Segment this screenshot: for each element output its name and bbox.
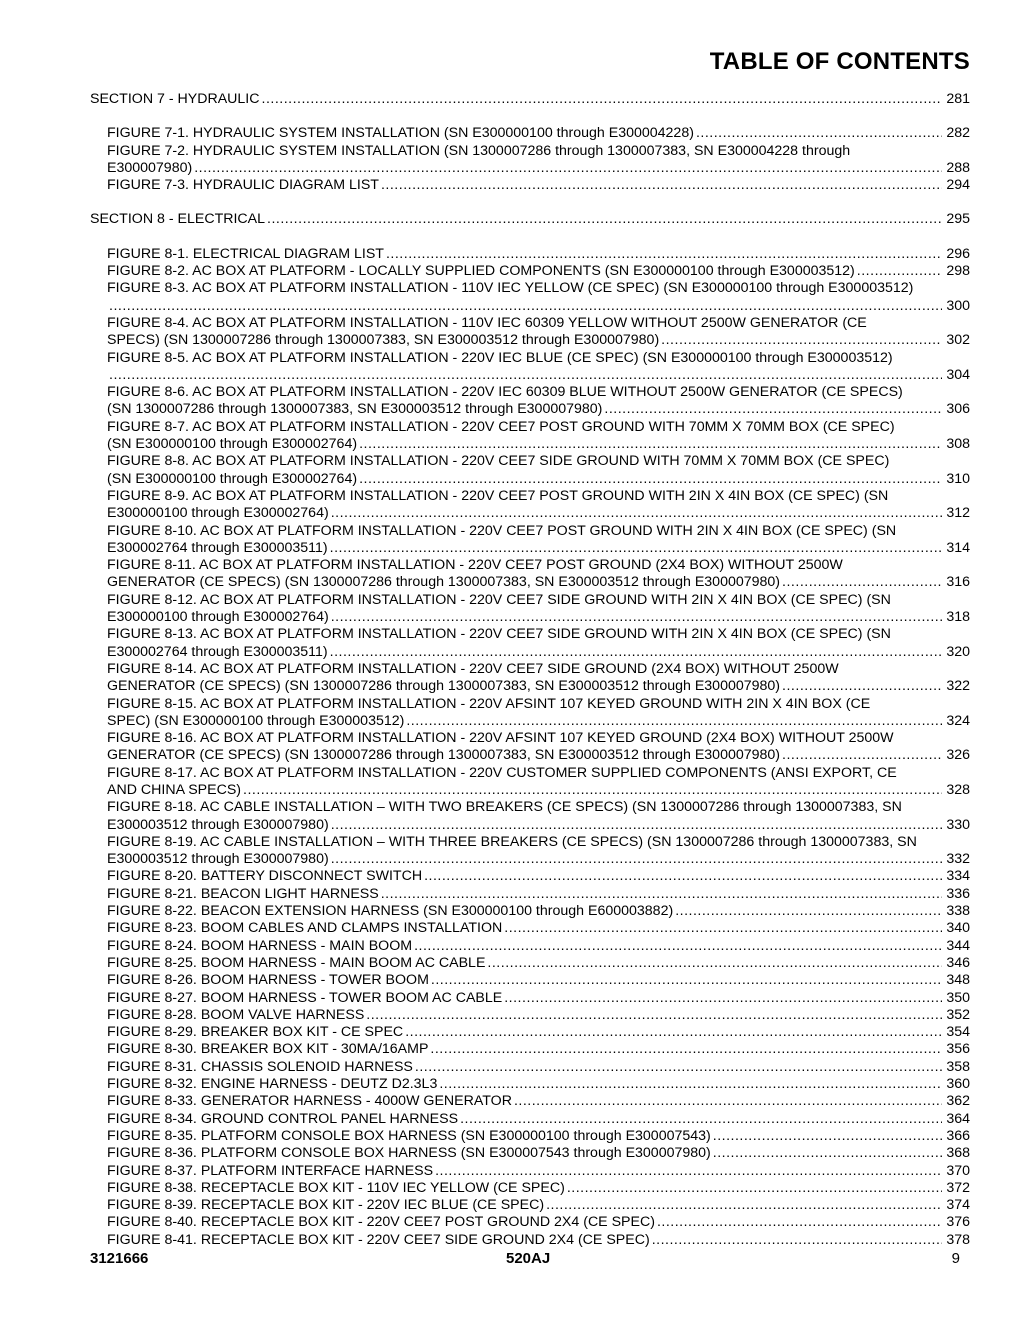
- toc-entry[interactable]: [107, 143, 970, 178]
- toc-entry[interactable]: [107, 453, 970, 488]
- page-title: TABLE OF CONTENTS: [709, 48, 970, 75]
- toc-entry-line: [107, 557, 970, 574]
- toc-entry[interactable]: [107, 246, 970, 263]
- dot-leader: [460, 1111, 942, 1128]
- toc-entry-text: (SN 1300007286 through 1300007383, SN E300003512 through E300007980): [107, 401, 603, 418]
- toc-entry-text: FIGURE 8-13. AC BOX AT PLATFORM INSTALLATION - 220V CEE7 SIDE GROUND WITH 2IN X 4IN BOX (CE SPEC) (SN: [107, 626, 891, 643]
- toc-entry-text: FIGURE 8-30. BREAKER BOX KIT - 30MA/16AMP: [107, 1041, 429, 1058]
- toc-entry[interactable]: [107, 920, 970, 937]
- toc-entry-page-number: 364: [946, 1110, 970, 1127]
- toc-entry-text: FIGURE 8-38. RECEPTACLE BOX KIT - 110V IEC YELLOW (CE SPEC): [107, 1179, 565, 1196]
- toc-entry-text: FIGURE 8-25. BOOM HARNESS - MAIN BOOM AC CABLE: [107, 954, 486, 971]
- toc-entry[interactable]: [107, 868, 970, 885]
- toc-entry[interactable]: [107, 696, 970, 731]
- toc-entry-page-number: 372: [946, 1179, 970, 1196]
- toc-entry-line: [107, 384, 970, 401]
- toc-entry-page-number: 332: [946, 851, 970, 868]
- dot-leader: [366, 1007, 942, 1024]
- dot-leader: [331, 609, 943, 626]
- dot-leader: [331, 817, 943, 834]
- toc-entry-line: [107, 834, 970, 851]
- toc-entry-text: SPEC) (SN E300000100 through E300003512): [107, 712, 405, 729]
- toc-entry-line: [107, 1059, 970, 1076]
- toc-entry-text: FIGURE 8-27. BOOM HARNESS - TOWER BOOM AC CABLE: [107, 989, 503, 1006]
- toc-entry[interactable]: [107, 1128, 970, 1145]
- dot-leader: [514, 1093, 942, 1110]
- dot-leader: [330, 644, 943, 661]
- figure-list: [90, 125, 970, 194]
- toc-entry-line: [107, 1128, 970, 1145]
- toc-entry-text: FIGURE 8-32. ENGINE HARNESS - DEUTZ D2.3L3: [107, 1076, 438, 1093]
- section-title: SECTION 8 - ELECTRICAL: [90, 211, 266, 228]
- dot-leader: [359, 471, 942, 488]
- toc-entry[interactable]: [107, 263, 970, 280]
- toc-entry-page-number: 350: [946, 989, 970, 1006]
- toc-entry[interactable]: [107, 384, 970, 419]
- dot-leader: [243, 782, 942, 799]
- dot-leader: [430, 1041, 942, 1058]
- toc-entry-text: FIGURE 8-26. BOOM HARNESS - TOWER BOOM: [107, 972, 429, 989]
- toc-entry-text: FIGURE 8-6. AC BOX AT PLATFORM INSTALLATION - 220V IEC 60309 BLUE WITHOUT 2500W GENERATOR (CE SPECS): [107, 384, 903, 401]
- toc-entry-text: AND CHINA SPECS): [107, 781, 242, 798]
- toc-entry-line: [107, 574, 970, 591]
- toc-entry-text: FIGURE 8-40. RECEPTACLE BOX KIT - 220V CEE7 POST GROUND 2X4 (CE SPEC): [107, 1214, 655, 1231]
- dot-leader: [782, 574, 942, 591]
- toc-entry-line: [107, 747, 970, 764]
- toc-entry[interactable]: [107, 1041, 970, 1058]
- toc-entry-line: [107, 298, 970, 315]
- toc-entry-line: [107, 401, 970, 418]
- toc-entry[interactable]: [107, 938, 970, 955]
- figure-list: [90, 246, 970, 1249]
- toc-entry-page-number: 316: [946, 574, 970, 591]
- toc-entry[interactable]: [107, 1007, 970, 1024]
- dot-leader: [546, 1197, 942, 1214]
- toc-entry[interactable]: [107, 350, 970, 385]
- toc-entry-line: [107, 1197, 970, 1214]
- toc-entry-page-number: 328: [946, 781, 970, 798]
- toc-entry-line: [107, 799, 970, 816]
- toc-entry-page-number: 322: [946, 678, 970, 695]
- toc-entry-text: FIGURE 8-41. RECEPTACLE BOX KIT - 220V CEE7 SIDE GROUND 2X4 (CE SPEC): [107, 1231, 650, 1248]
- toc-entry-text: E300000100 through E300002764): [107, 609, 329, 626]
- toc-entry-text: GENERATOR (CE SPECS) (SN 1300007286 through 1300007383, SN E300003512 through E300007980): [107, 678, 781, 695]
- toc-entry-line: [107, 505, 970, 522]
- toc-entry-text: FIGURE 8-4. AC BOX AT PLATFORM INSTALLATION - 110V IEC 60309 YELLOW WITHOUT 2500W GENERATOR (CE: [107, 314, 867, 331]
- toc-entry-line: [107, 678, 970, 695]
- toc-entry-line: [107, 419, 970, 436]
- model-name: 520AJ: [506, 1250, 551, 1267]
- toc-entry-text: FIGURE 8-12. AC BOX AT PLATFORM INSTALLATION - 220V CEE7 SIDE GROUND WITH 2IN X 4IN BOX (CE SPEC) (SN: [107, 591, 891, 608]
- toc-entry-page-number: 330: [946, 816, 970, 833]
- toc-entry-text: FIGURE 8-28. BOOM VALVE HARNESS: [107, 1006, 365, 1023]
- toc-entry-line: [107, 765, 970, 782]
- toc-entry-text: FIGURE 8-9. AC BOX AT PLATFORM INSTALLATION - 220V CEE7 POST GROUND WITH 2IN X 4IN BOX (CE SPEC) (SN: [107, 487, 889, 504]
- dot-leader: [406, 713, 942, 730]
- dot-leader: [713, 1128, 943, 1145]
- toc-entry-line: [107, 713, 970, 730]
- toc-entry-line: [107, 280, 970, 297]
- toc-entry[interactable]: [107, 955, 970, 972]
- toc-entry[interactable]: [107, 661, 970, 696]
- toc-entry-page-number: 348: [946, 972, 970, 989]
- dot-leader: [109, 298, 942, 315]
- page-number: 9: [951, 1250, 960, 1267]
- table-of-contents: [90, 91, 970, 1249]
- toc-entry[interactable]: [107, 765, 970, 800]
- dot-leader: [504, 920, 942, 937]
- toc-entry-page-number: 282: [946, 125, 970, 142]
- toc-entry[interactable]: [107, 1232, 970, 1249]
- toc-entry-text: FIGURE 8-34. GROUND CONTROL PANEL HARNESS: [107, 1110, 459, 1127]
- toc-entry-text: FIGURE 8-16. AC BOX AT PLATFORM INSTALLATION - 220V AFSINT 107 KEYED GROUND (2X4 BOX) WITHOUT 2500W: [107, 730, 894, 747]
- toc-entry-line: [107, 246, 970, 263]
- section-heading[interactable]: [90, 91, 970, 108]
- toc-entry-line: [107, 920, 970, 937]
- toc-entry-page-number: 378: [946, 1231, 970, 1248]
- toc-entry-line: [107, 696, 970, 713]
- toc-entry[interactable]: [107, 1024, 970, 1041]
- toc-entry-text: E300000100 through E300002764): [107, 505, 329, 522]
- toc-entry-page-number: 356: [946, 1041, 970, 1058]
- toc-entry[interactable]: [107, 125, 970, 142]
- toc-entry-line: [107, 990, 970, 1007]
- toc-entry-page-number: 324: [946, 712, 970, 729]
- toc-entry-text: FIGURE 8-10. AC BOX AT PLATFORM INSTALLATION - 220V CEE7 POST GROUND WITH 2IN X 4IN BOX (CE SPEC) (SN: [107, 522, 897, 539]
- dot-leader: [782, 678, 942, 695]
- toc-entry-text: FIGURE 8-19. AC CABLE INSTALLATION – WITH THREE BREAKERS (CE SPECS) (SN 1300007286 through 1300007383, SN: [107, 833, 917, 850]
- dot-leader: [359, 436, 942, 453]
- toc-entry-text: SPECS) (SN 1300007286 through 1300007383, SN E300003512 through E300007980): [107, 332, 660, 349]
- dot-leader: [696, 125, 942, 142]
- toc-entry-line: [107, 626, 970, 643]
- toc-entry-text: FIGURE 8-39. RECEPTACLE BOX KIT - 220V IEC BLUE (CE SPEC): [107, 1197, 545, 1214]
- toc-entry-page-number: 308: [946, 436, 970, 453]
- toc-entry-text: FIGURE 8-7. AC BOX AT PLATFORM INSTALLATION - 220V CEE7 POST GROUND WITH 70MM X 70MM BOX (CE SPEC): [107, 418, 895, 435]
- section-page-number: 281: [946, 91, 970, 107]
- dot-leader: [431, 972, 942, 989]
- toc-entry-text: FIGURE 8-8. AC BOX AT PLATFORM INSTALLATION - 220V CEE7 SIDE GROUND WITH 70MM X 70MM BOX (CE SPEC): [107, 453, 890, 470]
- toc-entry-line: [107, 938, 970, 955]
- toc-entry-text: FIGURE 8-29. BREAKER BOX KIT - CE SPEC: [107, 1024, 404, 1041]
- dot-leader: [109, 367, 942, 384]
- toc-entry-page-number: 346: [946, 954, 970, 971]
- toc-entry[interactable]: [107, 626, 970, 661]
- toc-entry[interactable]: [107, 1076, 970, 1093]
- toc-entry-page-number: 376: [946, 1214, 970, 1231]
- toc-entry-line: [107, 609, 970, 626]
- toc-entry-page-number: 354: [946, 1024, 970, 1041]
- toc-entry[interactable]: [107, 315, 970, 350]
- toc-entry-line: [107, 1145, 970, 1162]
- toc-entry-page-number: 314: [946, 539, 970, 556]
- toc-entry-text: FIGURE 8-37. PLATFORM INTERFACE HARNESS: [107, 1162, 434, 1179]
- toc-entry-text: FIGURE 8-2. AC BOX AT PLATFORM - LOCALLY SUPPLIED COMPONENTS (SN E300000100 through E300003512): [107, 263, 855, 280]
- toc-entry-text: FIGURE 8-15. AC BOX AT PLATFORM INSTALLATION - 220V AFSINT 107 KEYED GROUND WITH 2IN X 4IN BOX (CE: [107, 695, 871, 712]
- toc-entry[interactable]: [107, 1214, 970, 1231]
- toc-entry-line: [107, 1163, 970, 1180]
- toc-entry-text: E300007980): [107, 159, 193, 176]
- dot-leader: [567, 1180, 943, 1197]
- toc-entry-page-number: 374: [946, 1197, 970, 1214]
- toc-entry[interactable]: [107, 177, 970, 194]
- toc-entry-text: E300003512 through E300007980): [107, 851, 329, 868]
- toc-entry[interactable]: [107, 1145, 970, 1162]
- toc-entry[interactable]: [107, 834, 970, 869]
- dot-leader: [604, 401, 942, 418]
- toc-entry[interactable]: [107, 1180, 970, 1197]
- toc-entry[interactable]: [107, 280, 970, 315]
- toc-entry-line: [107, 1111, 970, 1128]
- toc-entry-line: [107, 315, 970, 332]
- toc-entry-line: [107, 177, 970, 194]
- section-title: SECTION 7 - HYDRAULIC: [90, 91, 260, 107]
- toc-entry-text: GENERATOR (CE SPECS) (SN 1300007286 through 1300007383, SN E300003512 through E300007980): [107, 747, 781, 764]
- dot-leader: [487, 955, 942, 972]
- toc-entry-page-number: 358: [946, 1058, 970, 1075]
- toc-entry-page-number: 304: [946, 366, 970, 383]
- toc-entry[interactable]: [107, 1163, 970, 1180]
- dot-leader: [381, 177, 942, 194]
- dot-leader: [675, 903, 942, 920]
- toc-entry-line: [107, 332, 970, 349]
- toc-entry[interactable]: [107, 799, 970, 834]
- toc-entry[interactable]: [107, 730, 970, 765]
- toc-entry-page-number: 336: [946, 885, 970, 902]
- dot-leader: [415, 1059, 942, 1076]
- dot-leader: [331, 851, 943, 868]
- toc-entry-text: E300002764 through E300003511): [107, 643, 328, 660]
- toc-entry-line: [107, 143, 970, 160]
- toc-entry-text: (SN E300000100 through E300002764): [107, 436, 358, 453]
- toc-entry-page-number: 334: [946, 868, 970, 885]
- toc-entry-page-number: 326: [946, 747, 970, 764]
- toc-entry-line: [107, 1024, 970, 1041]
- dot-leader: [381, 886, 943, 903]
- toc-entry-line: [107, 350, 970, 367]
- toc-entry-line: [107, 453, 970, 470]
- dot-leader: [331, 505, 943, 522]
- toc-entry-line: [107, 1076, 970, 1093]
- toc-entry-text: FIGURE 8-33. GENERATOR HARNESS - 4000W GENERATOR: [107, 1093, 512, 1110]
- toc-entry-text: GENERATOR (CE SPECS) (SN 1300007286 through 1300007383, SN E300003512 through E300007980): [107, 574, 781, 591]
- toc-entry-page-number: 352: [946, 1006, 970, 1023]
- dot-leader: [504, 990, 942, 1007]
- dot-leader: [405, 1024, 942, 1041]
- toc-entry-text: FIGURE 8-22. BEACON EXTENSION HARNESS (SN E300000100 through E600003882): [107, 903, 674, 920]
- dot-leader: [435, 1163, 942, 1180]
- doc-number: 3121666: [90, 1250, 149, 1267]
- toc-entry-line: [107, 868, 970, 885]
- toc-entry[interactable]: [107, 886, 970, 903]
- toc-entry-line: [107, 730, 970, 747]
- toc-entry-text: FIGURE 8-18. AC CABLE INSTALLATION – WITH TWO BREAKERS (CE SPECS) (SN 1300007286 through 1300007383, SN: [107, 799, 902, 816]
- toc-entry[interactable]: [107, 1111, 970, 1128]
- toc-entry-line: [107, 471, 970, 488]
- toc-entry-line: [107, 592, 970, 609]
- toc-entry-text: FIGURE 8-35. PLATFORM CONSOLE BOX HARNESS (SN E300000100 through E300007543): [107, 1127, 711, 1144]
- dot-leader: [857, 263, 943, 280]
- toc-entry-text: E300002764 through E300003511): [107, 539, 328, 556]
- toc-entry-page-number: 366: [946, 1127, 970, 1144]
- toc-entry-text: FIGURE 8-23. BOOM CABLES AND CLAMPS INSTALLATION: [107, 920, 503, 937]
- dot-leader: [652, 1232, 943, 1249]
- toc-entry-line: [107, 972, 970, 989]
- toc-entry[interactable]: [107, 903, 970, 920]
- dot-leader: [194, 160, 942, 177]
- toc-entry-line: [107, 523, 970, 540]
- toc-entry-page-number: 306: [946, 401, 970, 418]
- toc-entry-text: FIGURE 8-36. PLATFORM CONSOLE BOX HARNESS (SN E300007543 through E300007980): [107, 1145, 711, 1162]
- toc-entry[interactable]: [107, 488, 970, 523]
- toc-entry-page-number: 300: [946, 297, 970, 314]
- toc-entry-line: [107, 367, 970, 384]
- toc-entry-text: FIGURE 7-3. HYDRAULIC DIAGRAM LIST: [107, 177, 379, 194]
- toc-entry-line: [107, 436, 970, 453]
- toc-entry-text: FIGURE 8-17. AC BOX AT PLATFORM INSTALLATION - 220V CUSTOMER SUPPLIED COMPONENTS (ANSI EXPORT, CE: [107, 764, 897, 781]
- toc-entry-page-number: 320: [946, 643, 970, 660]
- toc-entry-text: FIGURE 8-20. BATTERY DISCONNECT SWITCH: [107, 868, 423, 885]
- toc-entry-line: [107, 263, 970, 280]
- toc-entry[interactable]: [107, 419, 970, 454]
- toc-entry-page-number: 288: [946, 159, 970, 176]
- toc-entry-text: FIGURE 8-31. CHASSIS SOLENOID HARNESS: [107, 1058, 413, 1075]
- toc-entry-line: [107, 851, 970, 868]
- toc-entry-line: [107, 817, 970, 834]
- toc-entry[interactable]: [107, 523, 970, 558]
- toc-entry-page-number: 298: [946, 263, 970, 280]
- toc-entry-page-number: 370: [946, 1162, 970, 1179]
- toc-entry-text: FIGURE 8-3. AC BOX AT PLATFORM INSTALLATION - 110V IEC YELLOW (CE SPEC) (SN E300000100 through E300003512): [107, 280, 914, 297]
- section-heading[interactable]: [90, 211, 970, 228]
- toc-entry-page-number: 368: [946, 1145, 970, 1162]
- dot-leader: [414, 938, 942, 955]
- toc-entry-page-number: 338: [946, 903, 970, 920]
- toc-entry[interactable]: [107, 1059, 970, 1076]
- toc-entry-line: [107, 160, 970, 177]
- toc-entry-page-number: 312: [946, 505, 970, 522]
- toc-entry[interactable]: [107, 990, 970, 1007]
- toc-entry-page-number: 310: [946, 470, 970, 487]
- toc-entry-line: [107, 955, 970, 972]
- toc-entry[interactable]: [107, 1197, 970, 1214]
- toc-entry-text: FIGURE 8-1. ELECTRICAL DIAGRAM LIST: [107, 245, 384, 262]
- dot-leader: [782, 747, 942, 764]
- toc-entry-line: [107, 1093, 970, 1110]
- toc-entry-text: FIGURE 8-5. AC BOX AT PLATFORM INSTALLATION - 220V IEC BLUE (CE SPEC) (SN E300000100 through E300003512): [107, 349, 893, 366]
- dot-leader: [386, 246, 942, 263]
- toc-entry[interactable]: [107, 1093, 970, 1110]
- dot-leader: [439, 1076, 942, 1093]
- dot-leader: [330, 540, 943, 557]
- dot-leader: [713, 1145, 943, 1162]
- toc-entry-line: [107, 488, 970, 505]
- toc-entry-text: E300003512 through E300007980): [107, 816, 329, 833]
- toc-entry-page-number: 344: [946, 937, 970, 954]
- toc-entry-line: [107, 540, 970, 557]
- toc-entry[interactable]: [107, 557, 970, 592]
- toc-entry-text: FIGURE 7-2. HYDRAULIC SYSTEM INSTALLATION (SN 1300007286 through 1300007383, SN E300004228 through: [107, 142, 851, 159]
- toc-entry-line: [107, 1007, 970, 1024]
- toc-entry-text: FIGURE 8-11. AC BOX AT PLATFORM INSTALLATION - 220V CEE7 POST GROUND (2X4 BOX) WITHOUT 2500W: [107, 557, 843, 574]
- toc-entry-text: (SN E300000100 through E300002764): [107, 470, 358, 487]
- toc-entry-page-number: 296: [946, 245, 970, 262]
- toc-entry-line: [107, 644, 970, 661]
- toc-entry-line: [107, 1214, 970, 1231]
- toc-entry-line: [107, 661, 970, 678]
- toc-entry-page-number: 302: [946, 332, 970, 349]
- dot-leader: [267, 211, 942, 228]
- toc-entry-page-number: 294: [946, 177, 970, 194]
- toc-entry-page-number: 340: [946, 920, 970, 937]
- dot-leader: [424, 868, 942, 885]
- dot-leader: [657, 1214, 942, 1231]
- toc-entry-line: [107, 125, 970, 142]
- toc-entry-text: FIGURE 8-21. BEACON LIGHT HARNESS: [107, 885, 379, 902]
- toc-entry-page-number: 360: [946, 1076, 970, 1093]
- toc-entry-line: [107, 1041, 970, 1058]
- toc-entry-line: [107, 1232, 970, 1249]
- toc-entry-line: [107, 1180, 970, 1197]
- dot-leader: [661, 332, 942, 349]
- toc-entry-text: FIGURE 7-1. HYDRAULIC SYSTEM INSTALLATION (SN E300000100 through E300004228): [107, 125, 694, 142]
- toc-entry-line: [107, 886, 970, 903]
- toc-entry[interactable]: [107, 592, 970, 627]
- toc-entry-text: FIGURE 8-24. BOOM HARNESS - MAIN BOOM: [107, 937, 413, 954]
- toc-entry-line: [107, 903, 970, 920]
- toc-entry-text: FIGURE 8-14. AC BOX AT PLATFORM INSTALLATION - 220V CEE7 SIDE GROUND (2X4 BOX) WITHOUT 2500W: [107, 660, 839, 677]
- toc-entry[interactable]: [107, 972, 970, 989]
- toc-entry-page-number: 318: [946, 609, 970, 626]
- section-page-number: 295: [946, 211, 970, 228]
- toc-entry-line: [107, 782, 970, 799]
- toc-entry-page-number: 362: [946, 1093, 970, 1110]
- dot-leader: [262, 91, 943, 108]
